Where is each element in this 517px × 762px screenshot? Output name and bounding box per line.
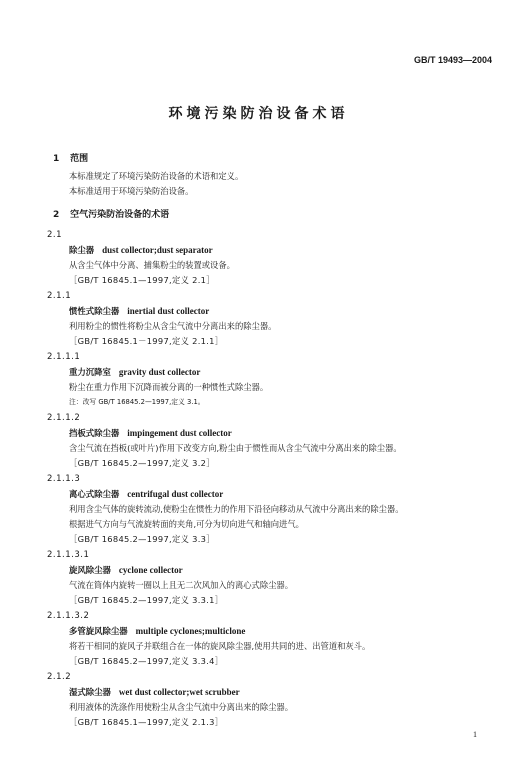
standard-code: GB/T 19493—2004 xyxy=(413,55,492,65)
section-title: 范围 xyxy=(70,154,89,164)
term-source: ［GB/T 16845.2—1997,定义 3.3.4］ xyxy=(69,656,224,666)
term-name-en: wet dust collector;wet scrubber xyxy=(118,687,240,697)
term-source: ［GB/T 16845.1—1997,定义 2.1.3］ xyxy=(69,717,224,727)
section-title: 空气污染防治设备的术语 xyxy=(70,210,170,220)
term-name xyxy=(69,625,245,637)
term-name xyxy=(69,564,183,576)
term-name-zh: 离心式除尘器 xyxy=(69,489,120,499)
term-definition: 从含尘气体中分离、捕集粉尘的装置或设备。 xyxy=(69,260,235,270)
term-name-zh: 重力沉降室 xyxy=(69,367,111,377)
term-name-en: inertial dust collector xyxy=(127,306,210,316)
term-name-en: cyclone collector xyxy=(118,565,183,575)
term-source: ［GB/T 16845.2—1997,定义 3.3］ xyxy=(69,534,215,544)
term-number: 2.1.1.3.2 xyxy=(47,611,90,621)
term-name-en: multiple cyclones;multiclone xyxy=(135,626,246,636)
term-name xyxy=(69,366,200,378)
term-definition: 将若干相同的旋风子并联组合在一体的旋风除尘器,使用共同的进、出管道和灰斗。 xyxy=(69,641,371,651)
term-source: ［GB/T 16845.2—1997,定义 3.2］ xyxy=(69,458,215,468)
term-name xyxy=(69,305,209,317)
term-definition: 气流在筒体内旋转一圈以上且无二次风加入的离心式除尘器。 xyxy=(69,580,294,590)
term-name-zh: 多管旋风除尘器 xyxy=(69,626,128,636)
term-source: ［GB/T 16845.1－1997,定义 2.1.1］ xyxy=(69,336,224,346)
term-name xyxy=(69,488,223,500)
term-name-zh: 惯性式除尘器 xyxy=(69,306,120,316)
section-number: 1 xyxy=(53,154,60,164)
term-number: 2.1.1 xyxy=(47,291,72,301)
scope-paragraph: 本标准适用于环境污染防治设备。 xyxy=(69,186,194,196)
term-name-zh: 挡板式除尘器 xyxy=(69,428,120,438)
term-definition: 含尘气流在挡板(或叶片)作用下改变方向,粉尘由于惯性而从含尘气流中分离出来的除尘器。 xyxy=(69,443,402,453)
term-name-zh: 除尘器 xyxy=(69,245,95,255)
document-title: 环境污染防治设备术语 xyxy=(168,106,349,122)
term-name-en: centrifugal dust collector xyxy=(127,489,224,499)
term-source: ［GB/T 16845.2—1997,定义 3.3.1］ xyxy=(69,595,224,605)
term-number: 2.1.1.3.1 xyxy=(47,550,90,560)
term-number: 2.1.1.2 xyxy=(47,413,81,423)
term-number: 2.1 xyxy=(47,230,63,240)
term-number: 2.1.1.1 xyxy=(47,352,81,362)
term-name xyxy=(69,686,240,698)
term-definition: 根据进气方向与气流旋转面的夹角,可分为切向进气和轴向进气。 xyxy=(69,519,304,529)
section-2-heading xyxy=(53,209,169,221)
term-name-en: dust collector;dust separator xyxy=(102,245,213,255)
page-number: 1 xyxy=(473,730,477,739)
section-1-heading xyxy=(53,153,88,165)
scope-paragraph: 本标准规定了环境污染防治设备的术语和定义。 xyxy=(69,171,244,181)
section-number: 2 xyxy=(53,210,60,220)
term-definition: 粉尘在重力作用下沉降而被分离的一种惯性式除尘器。 xyxy=(69,382,269,392)
term-number: 2.1.1.3 xyxy=(47,474,81,484)
term-definition: 利用含尘气体的旋转流动,使粉尘在惯性力的作用下沿径向移动从气流中分离出来的除尘器。 xyxy=(69,504,404,514)
term-name-zh: 湿式除尘器 xyxy=(69,687,111,697)
term-name xyxy=(69,427,232,439)
term-name-en: impingement dust collector xyxy=(127,428,232,438)
term-definition: 利用液体的洗涤作用使粉尘从含尘气流中分离出来的除尘器。 xyxy=(69,702,294,712)
term-source: ［GB/T 16845.1—1997,定义 2.1］ xyxy=(69,275,215,285)
term-name xyxy=(69,244,213,256)
term-name-zh: 旋风除尘器 xyxy=(69,565,111,575)
term-name-en: gravity dust collector xyxy=(118,367,201,377)
term-number: 2.1.2 xyxy=(47,672,72,682)
term-note: 注：改写 GB/T 16845.2—1997,定义 3.1。 xyxy=(69,398,205,406)
term-definition: 利用粉尘的惯性将粉尘从含尘气流中分离出来的除尘器。 xyxy=(69,321,277,331)
